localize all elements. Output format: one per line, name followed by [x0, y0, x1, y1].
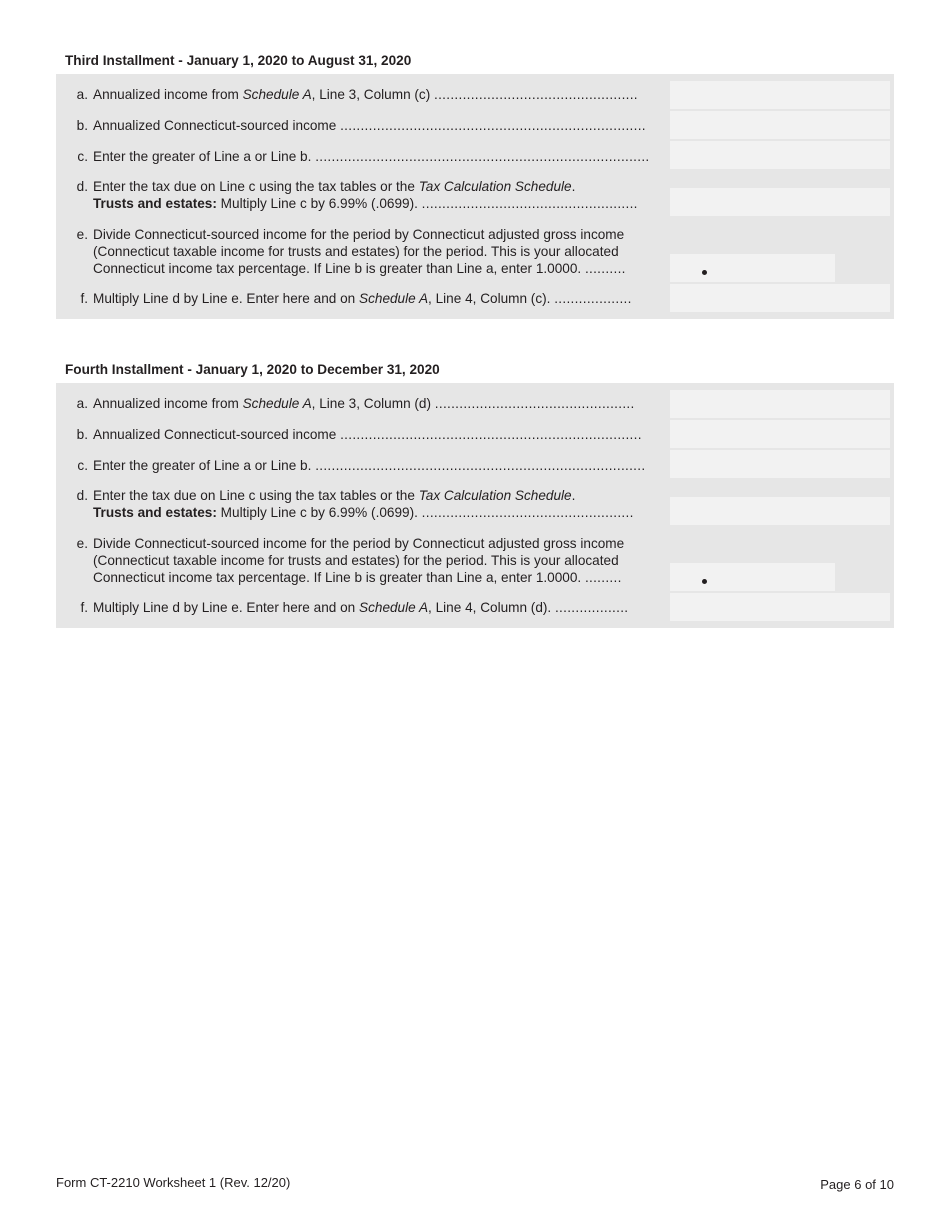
line-text: Enter the tax due on Line c using the tax tables or the: [93, 488, 419, 503]
line-letter: e.: [76, 536, 88, 551]
fourth-line-e-input[interactable]: [670, 563, 835, 591]
third-line-d-input[interactable]: [670, 188, 890, 216]
line-text: (Connecticut taxable income for trusts and estates) for the period. This is your allocated: [93, 244, 619, 259]
page-number: Page 6 of 10: [820, 1177, 894, 1192]
line-text-italic: Tax Calculation Schedule: [418, 488, 572, 503]
line-letter: b.: [76, 427, 88, 442]
leader-dots: .................................................................................: [315, 458, 646, 473]
line-text: , Line 4, Column (c).: [428, 291, 555, 306]
line-letter: f.: [80, 600, 88, 615]
leader-dots: .........: [584, 570, 622, 585]
line-letter: f.: [80, 291, 88, 306]
line-letter: a.: [76, 396, 88, 411]
form-identifier: Form CT-2210 Worksheet 1 (Rev. 12/20): [56, 1175, 291, 1190]
section-heading-third-installment: Third Installment - January 1, 2020 to August 31, 2020: [65, 53, 412, 68]
line-text: Divide Connecticut-sourced income for the period by Connecticut adjusted gross income: [93, 536, 625, 551]
third-installment-panel: [56, 74, 894, 319]
fourth-line-a-input[interactable]: [670, 390, 890, 418]
fourth-line-d-input[interactable]: [670, 497, 890, 525]
leader-dots: ..................: [554, 600, 629, 615]
line-text-italic: Schedule A: [359, 291, 429, 306]
leader-dots: ..........: [584, 261, 626, 276]
line-letter: a.: [76, 87, 88, 102]
line-text-bold: Trusts and estates:: [93, 196, 217, 211]
line-text: Connecticut income tax percentage. If Line b is greater than Line a, enter 1.0000.: [93, 261, 585, 276]
decimal-point-icon: [702, 579, 707, 584]
leader-dots: ..................................................................................: [315, 149, 650, 164]
line-text: Multiply Line c by 6.99% (.0699).: [216, 196, 422, 211]
leader-dots: .....................................................: [421, 196, 638, 211]
line-text: Annualized Connecticut-sourced income: [93, 118, 341, 133]
third-line-f-input[interactable]: [670, 284, 890, 312]
line-text-italic: Schedule A: [359, 600, 429, 615]
line-text: Multiply Line d by Line e. Enter here and on: [93, 291, 360, 306]
line-text-italic: Schedule A: [242, 396, 312, 411]
line-letter: c.: [77, 458, 88, 473]
line-text-italic: Tax Calculation Schedule: [418, 179, 572, 194]
third-line-b-input[interactable]: [670, 111, 890, 139]
fourth-installment-panel: [56, 383, 894, 628]
line-text: .: [571, 488, 576, 503]
third-line-e-input[interactable]: [670, 254, 835, 282]
line-text: Annualized income from: [93, 87, 243, 102]
line-text: Multiply Line c by 6.99% (.0699).: [216, 505, 422, 520]
line-text: Annualized income from: [93, 396, 243, 411]
line-text: Annualized Connecticut-sourced income: [93, 427, 341, 442]
line-text: .: [571, 179, 576, 194]
line-text: Connecticut income tax percentage. If Line b is greater than Line a, enter 1.0000.: [93, 570, 585, 585]
line-text: Enter the greater of Line a or Line b.: [93, 149, 316, 164]
line-letter: c.: [77, 149, 88, 164]
line-text: Divide Connecticut-sourced income for the period by Connecticut adjusted gross income: [93, 227, 625, 242]
line-text: Enter the greater of Line a or Line b.: [93, 458, 316, 473]
third-line-c-input[interactable]: [670, 141, 890, 169]
leader-dots: ....................................................: [421, 505, 634, 520]
leader-dots: ...................: [554, 291, 632, 306]
fourth-line-f-input[interactable]: [670, 593, 890, 621]
line-text: Enter the tax due on Line c using the tax tables or the: [93, 179, 419, 194]
line-text-bold: Trusts and estates:: [93, 505, 217, 520]
line-letter: e.: [76, 227, 88, 242]
line-letter: d.: [76, 179, 88, 194]
leader-dots: ..........................................................................: [340, 427, 642, 442]
line-text: , Line 3, Column (d): [311, 396, 435, 411]
line-letter: b.: [76, 118, 88, 133]
decimal-point-icon: [702, 270, 707, 275]
line-text: (Connecticut taxable income for trusts and estates) for the period. This is your allocated: [93, 553, 619, 568]
fourth-line-b-input[interactable]: [670, 420, 890, 448]
leader-dots: ...........................................................................: [340, 118, 646, 133]
third-line-a-input[interactable]: [670, 81, 890, 109]
line-letter: d.: [76, 488, 88, 503]
leader-dots: .................................................: [434, 396, 635, 411]
line-text: Multiply Line d by Line e. Enter here and on: [93, 600, 360, 615]
line-text: , Line 4, Column (d).: [428, 600, 555, 615]
section-heading-fourth-installment: Fourth Installment - January 1, 2020 to December 31, 2020: [65, 362, 440, 377]
fourth-line-c-input[interactable]: [670, 450, 890, 478]
line-text-italic: Schedule A: [242, 87, 312, 102]
line-text: , Line 3, Column (c): [311, 87, 435, 102]
leader-dots: ..................................................: [434, 87, 638, 102]
